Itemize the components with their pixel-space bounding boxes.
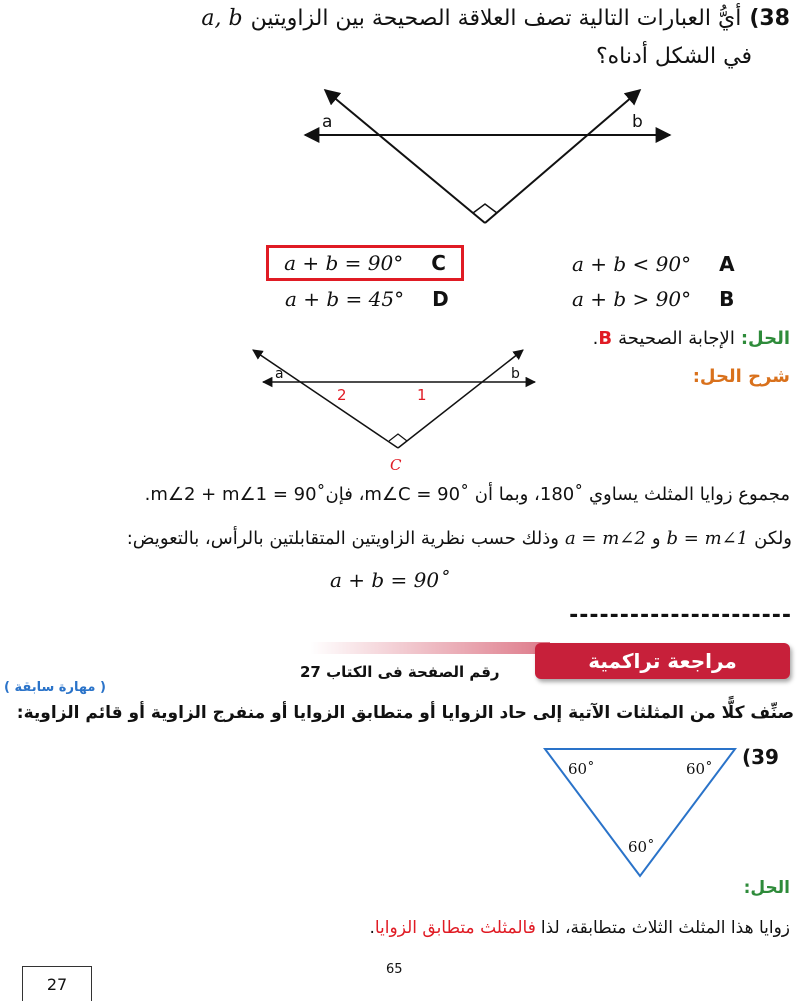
question-text-line2: في الشكل أدناه؟ <box>595 44 752 69</box>
explanation-label: شرح الحل: <box>692 366 790 387</box>
explanation-line1: مجموع زوايا المثلث يساوي ˚180، وبما أن ˚90 = m∠C، فإن˚90 = m∠2 + m∠1. <box>144 484 790 505</box>
left-ray <box>325 90 485 223</box>
page-number-box: 27 <box>22 966 92 1001</box>
answer-dot: . <box>592 328 599 349</box>
right-angle-mark <box>473 204 497 213</box>
choice-a-expr: a + b < 90° <box>572 252 692 276</box>
label-a-2: a <box>275 366 284 382</box>
dashed-divider: ---------------------- <box>569 603 792 628</box>
angle-top-right: 60˚ <box>686 760 713 778</box>
solution-answer-line <box>593 328 790 349</box>
line2-expr2: a = m∠2 <box>564 528 646 549</box>
solution-39-label: الحل: <box>743 878 790 898</box>
solution-39-reason: زوايا هذا المثلث الثلاث متطابقة، لذا <box>540 918 790 938</box>
line2-pre: ولكن <box>754 528 792 549</box>
question-vars: a, b <box>201 6 243 31</box>
choice-c[interactable] <box>266 245 464 281</box>
question-number: 38) <box>749 6 790 31</box>
angle-figure-2 <box>245 345 545 480</box>
line2-and: و <box>651 528 661 549</box>
label-a: a <box>322 112 333 132</box>
line2-expr1: b = m∠1 <box>666 528 749 549</box>
angle-2-label: 2 <box>337 386 347 404</box>
choice-b-letter: B <box>719 287 735 311</box>
answer-letter: B <box>598 328 613 349</box>
solution-39-text <box>369 918 790 938</box>
angle-bottom: 60˚ <box>628 838 655 856</box>
label-b: b <box>632 112 643 132</box>
choice-a-letter: A <box>719 252 735 276</box>
angle-top-left: 60˚ <box>568 760 595 778</box>
choice-c-letter: C <box>431 251 446 275</box>
choice-d-letter: D <box>432 287 449 311</box>
question-38-header <box>10 6 790 31</box>
answer-text: الإجابة الصحيحة <box>618 328 735 349</box>
solution-39-conclusion: فالمثلث متطابق الزوايا <box>374 918 536 938</box>
skill-label: ( مهارة سابقة ) <box>4 680 106 695</box>
question-39-number: (39 <box>742 745 779 769</box>
choice-d-expr: a + b = 45° <box>285 287 405 311</box>
choice-c-expr: a + b = 90° <box>284 251 404 275</box>
explanation-line3: a + b = 90˚ <box>330 568 450 592</box>
choice-b[interactable] <box>572 287 734 311</box>
angle-figure-1 <box>300 85 680 235</box>
banner-fade <box>310 642 550 654</box>
right-angle-mark-2 <box>389 434 407 441</box>
angle-1-label: 1 <box>417 386 427 404</box>
left-ray-2 <box>253 350 398 448</box>
right-ray <box>485 90 640 223</box>
choice-a[interactable] <box>572 252 735 276</box>
choice-b-expr: a + b > 90° <box>572 287 692 311</box>
question-text-line1: أيُّ العبارات التالية تصف العلاقة الصحيحة بين الزاويتين <box>250 6 742 31</box>
line2-post: وذلك حسب نظرية الزاويتين المتقابلتين بالرأس، بالتعويض: <box>126 528 559 549</box>
solution-label: الحل: <box>740 328 790 349</box>
vertex-c-label: C <box>390 456 402 474</box>
label-b-2: b <box>511 366 520 382</box>
book-page-ref: رقم الصفحة فى الكتاب 27 <box>300 663 500 681</box>
choice-d[interactable] <box>285 287 449 311</box>
page-number-center: 65 <box>386 962 403 977</box>
review-instruction: صنِّف كلًّا من المثلثات الآتية إلى حاد الزوايا أو متطابق الزوايا أو منفرج الزاوية أو قائم الزاوية: <box>16 703 794 723</box>
equilateral-triangle <box>540 746 740 886</box>
review-banner: مراجعة تراكمية <box>535 643 790 679</box>
solution-39-dot: . <box>369 918 375 938</box>
explanation-line2 <box>127 528 792 549</box>
